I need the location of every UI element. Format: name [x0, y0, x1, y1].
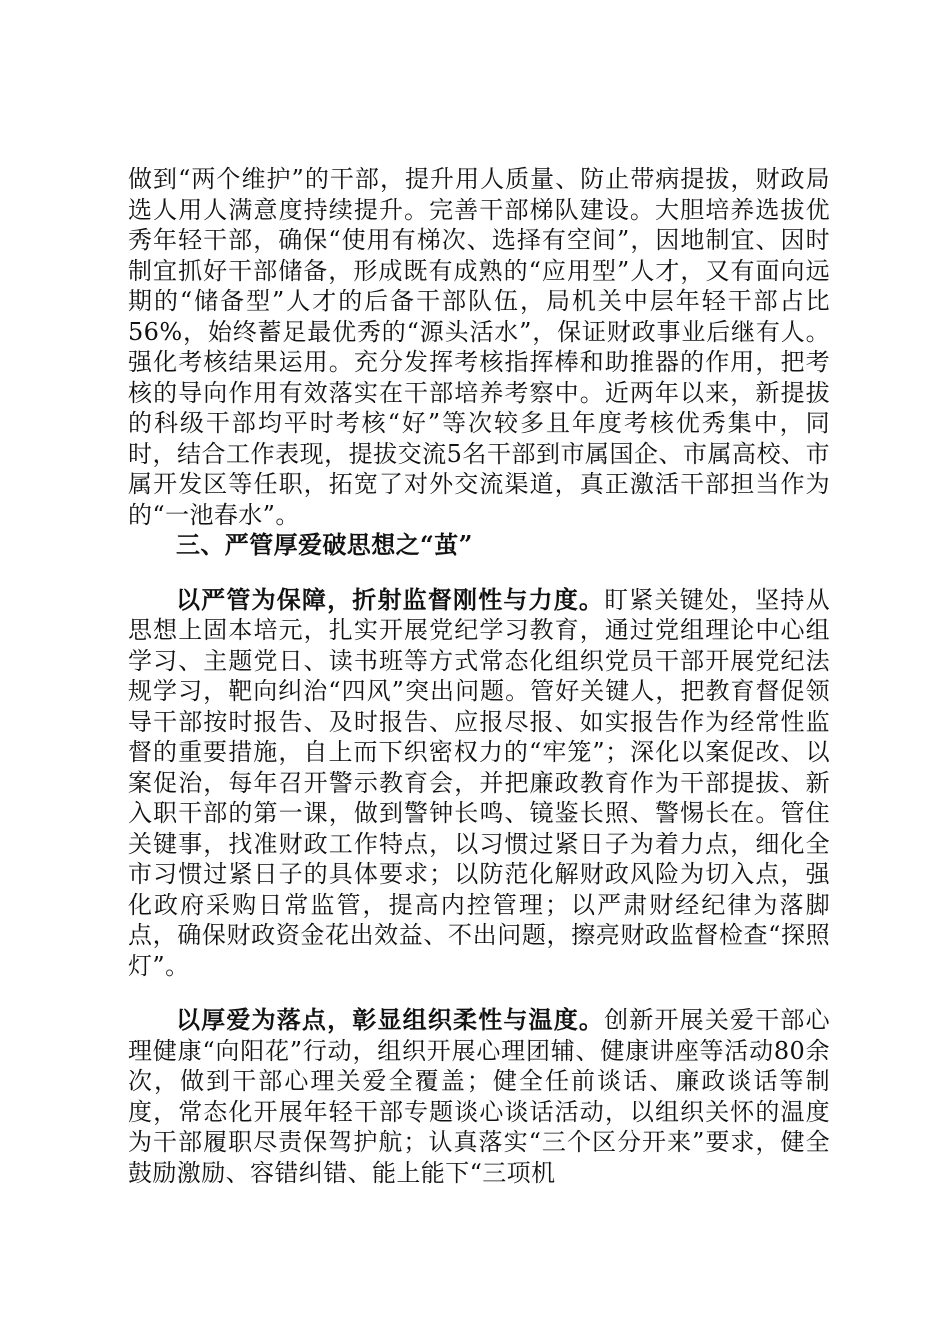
document-page — [128, 164, 830, 1188]
paragraph-1-text: 做到“两个维护”的干部，提升用人质量、防止带病提拔，财政局选人用人满意度持续提升。完善干部梯队建设。大胆培养选拔优秀年轻干部，确保“使用有梯次、选择有空间”，因地制宜、因时制宜抓好干部储备，形成既有成熟的“应用型”人才，又有面向远期的“储备型”人才的后备干部队伍，局机关中层年轻干部占比56%，始终蓄足最优秀的“源头活水”，保证财政事业后继有人。强化考核结果运用。充分发挥考核指挥棒和助推器的作用，把考核的导向作用有效落实在干部培养考察中。近两年以来，新提拔的科级干部均平时考核“好”等次较多且年度考核优秀集中，同时，结合工作表现，提拔交流5名干部到市属国企、市属高校、市属开发区等任职，拓宽了对外交流渠道，真正激活干部担当作为的“一池春水”。 — [128, 165, 830, 529]
paragraph-3-lead: 以厚爱为落点，彰显组织柔性与温度。 — [176, 1005, 605, 1034]
body-paragraph-3 — [128, 1005, 830, 1188]
paragraph-3-body: 创新开展关爱干部心理健康“向阳花”行动，组织开展心理团辅、健康讲座等活动80余次，做到干部心理关爱全覆盖；健全任前谈话、廉政谈话等制度，常态化开展年轻干部专题谈心谈话活动，以组织关怀的温度为干部履职尽责保驾护航；认真落实“三个区分开来”要求，健全鼓励激励、容错纠错、能上能下“三项机 — [128, 1006, 830, 1187]
paragraph-2-lead: 以严管为保障，折射监督刚性与力度。 — [176, 584, 605, 614]
paragraph-2-body: 盯紧关键处，坚持从思想上固本培元，扎实开展党纪学习教育，通过党组理论中心组学习、主题党日、读书班等方式常态化组织党员干部开展党纪法规学习，靶向纠治“四风”突出问题。管好关键人，把教育督促领导干部按时报告、及时报告、应报尽报、如实报告作为经常性监督的重要措施，自上而下织密权力的“牢笼”；深化以案促改、以案促治，每年召开警示教育会，并把廉政教育作为干部提拔、新入职干部的第一课，做到警钟长鸣、镜鉴长照、警惕长在。管住关键事，找准财政工作特点，以习惯过紧日子为着力点，细化全市习惯过紧日子的具体要求；以防范化解财政风险为切入点，强化政府采购日常监管，提高内控管理；以严肃财经纪律为落脚点，确保财政资金花出效益、不出问题，擦亮财政监督检查“探照灯”。 — [128, 585, 830, 980]
body-paragraph-2 — [128, 585, 830, 982]
section-heading: 三、严管厚爱破思想之“茧” — [176, 530, 473, 559]
body-paragraph-1 — [128, 164, 830, 530]
